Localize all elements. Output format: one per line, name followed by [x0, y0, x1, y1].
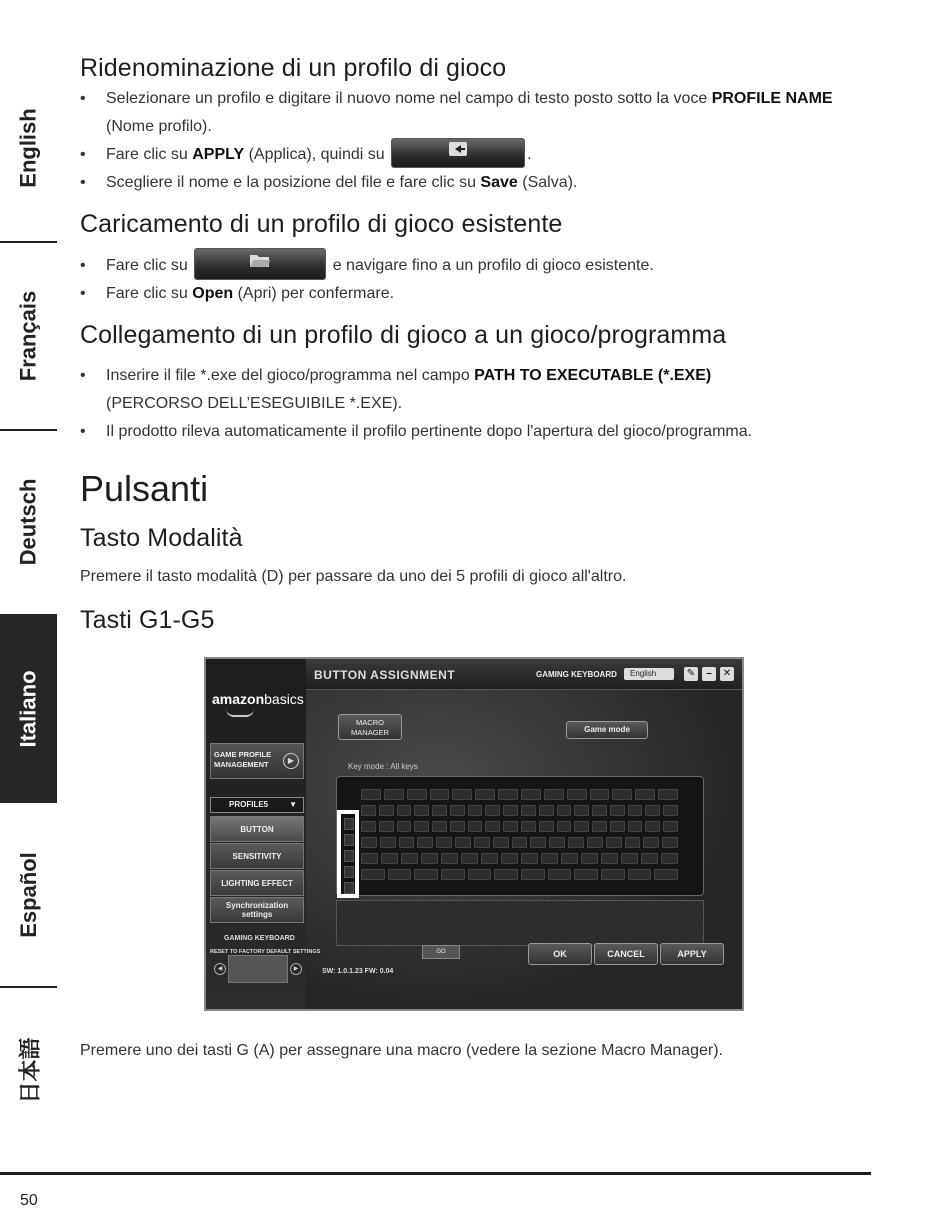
chevron-down-icon: ▼ — [289, 800, 297, 809]
keyboard-key — [503, 805, 518, 816]
text-bold: Open — [192, 285, 234, 302]
keyboard-key — [397, 821, 412, 832]
g-key[interactable] — [344, 818, 354, 830]
bullet: • — [80, 146, 86, 163]
keyboard-key — [610, 821, 625, 832]
text-bold: PROFILE NAME — [711, 90, 833, 107]
keyboard-key — [455, 837, 471, 848]
lang-tab-label: Español — [15, 852, 41, 938]
g-key[interactable] — [344, 834, 354, 846]
keyboard-key — [481, 853, 498, 864]
text: (PERCORSO DELL’ESEGUIBILE *.EXE). — [106, 395, 403, 412]
apply-button[interactable]: APPLY — [660, 943, 724, 965]
text: (Apri) per confermare. — [233, 285, 395, 302]
keyboard-key — [361, 869, 385, 880]
lang-tab-label: Français — [15, 290, 41, 381]
list-item — [80, 362, 880, 418]
keyboard-key — [539, 821, 554, 832]
text: Fare clic su — [106, 146, 193, 163]
close-icon[interactable]: ✕ — [720, 667, 734, 681]
divider — [0, 986, 57, 988]
keyboard-key — [548, 869, 572, 880]
keyboard-key — [521, 789, 541, 800]
text: Inserire il file *.exe del gioco/programma nel campo — [106, 367, 475, 384]
lang-tab-espanol[interactable] — [0, 805, 57, 985]
keyboard-key — [530, 837, 546, 848]
keyboard-key — [549, 837, 565, 848]
lang-tab-label: 日本語 — [17, 1036, 43, 1104]
keyboard-key — [521, 805, 536, 816]
keyboard-key — [610, 805, 625, 816]
keyboard-key — [641, 853, 658, 864]
keyboard-key — [592, 805, 607, 816]
keyboard-key — [568, 837, 584, 848]
lang-tab-label: Italiano — [15, 669, 41, 748]
keyboard-key — [361, 837, 377, 848]
game-mode-button[interactable]: Game mode — [566, 721, 648, 739]
text: Selezionare un profilo e digitare il nuovo nome nel campo di testo posto sotto la voce — [106, 90, 712, 107]
keyboard-key — [557, 805, 572, 816]
text: (Salva). — [517, 174, 578, 191]
keyboard-key — [539, 805, 554, 816]
g-key[interactable] — [344, 850, 354, 862]
lang-tab-deutsch[interactable] — [0, 431, 57, 613]
menu-synchronization-settings[interactable]: Synchronization settings — [210, 897, 304, 923]
keyboard-key — [401, 853, 418, 864]
text: e navigare fino a un profilo di gioco esistente. — [328, 257, 654, 275]
keyboard-key — [379, 805, 394, 816]
wrist-rest — [336, 900, 704, 946]
keyboard-key — [397, 805, 412, 816]
keyboard-key — [452, 789, 472, 800]
keyboard-key — [628, 821, 643, 832]
text-bold: APPLY — [192, 146, 245, 163]
keyboard-image — [336, 776, 704, 896]
keyboard-key — [399, 837, 415, 848]
keyboard-key — [621, 853, 638, 864]
lang-tab-label: English — [15, 107, 41, 188]
keyboard-key — [581, 853, 598, 864]
keyboard-key — [663, 805, 678, 816]
keyboard-keys — [361, 789, 695, 889]
version-label: SW: 1.0.1.23 FW: 0.04 — [322, 968, 394, 975]
keyboard-key — [461, 853, 478, 864]
profile-select[interactable]: PROFILE5 ▼ — [210, 797, 304, 813]
keyboard-key — [361, 821, 376, 832]
keyboard-key — [590, 789, 610, 800]
section-title-g-keys: Tasti G1-G5 — [80, 606, 215, 634]
keyboard-key — [430, 789, 450, 800]
section-title-load: Caricamento di un profilo di gioco esistente — [80, 210, 563, 238]
keyboard-key — [485, 805, 500, 816]
keyboard-key — [379, 821, 394, 832]
minimize-icon[interactable]: – — [702, 667, 716, 681]
keyboard-key — [557, 821, 572, 832]
keyboard-key — [384, 789, 404, 800]
menu-lighting-effect[interactable]: LIGHTING EFFECT — [210, 870, 304, 896]
text: Fare clic su — [106, 257, 193, 275]
keyboard-key — [441, 853, 458, 864]
keyboard-key — [601, 869, 625, 880]
bullet: • — [80, 367, 86, 384]
keyboard-key — [417, 837, 433, 848]
keyboard-key — [361, 789, 381, 800]
game-profile-management-button[interactable]: GAME PROFILE MANAGEMENT ▶ — [210, 743, 304, 779]
arrow-right-icon: ▶ — [283, 753, 299, 769]
keyboard-key — [381, 853, 398, 864]
keyboard-key — [606, 837, 622, 848]
gaming-keyboard-label: GAMING KEYBOARD — [224, 935, 295, 942]
keyboard-key — [612, 789, 632, 800]
keyboard-key — [662, 837, 678, 848]
keyboard-thumbnail — [228, 955, 288, 983]
keyboard-key — [475, 789, 495, 800]
page-number: 50 — [20, 1192, 38, 1209]
keyboard-key — [421, 853, 438, 864]
keyboard-key — [512, 837, 528, 848]
keyboard-key — [494, 869, 518, 880]
text-bold: PATH TO EXECUTABLE (*.EXE) — [474, 367, 712, 384]
software-screenshot — [204, 657, 744, 1011]
menu-button[interactable]: BUTTON — [210, 816, 304, 842]
lang-tab-japanese[interactable] — [0, 1000, 57, 1140]
save-profile-button[interactable] — [391, 138, 525, 168]
keyboard-key — [501, 853, 518, 864]
keyboard-key — [574, 805, 589, 816]
keyboard-key — [628, 805, 643, 816]
keyboard-key — [544, 789, 564, 800]
g-key[interactable] — [344, 882, 354, 894]
keyboard-key — [587, 837, 603, 848]
keyboard-key — [645, 805, 660, 816]
key-mode-label: Key mode : All keys — [348, 762, 418, 771]
keyboard-key — [432, 805, 447, 816]
go-button[interactable]: GO — [422, 945, 460, 959]
keyboard-key — [414, 869, 438, 880]
text: Il prodotto rileva automaticamente il profilo pertinente dopo l'apertura del gioco/programma. — [106, 423, 753, 440]
lang-tab-english[interactable] — [0, 55, 57, 240]
keyboard-key — [468, 821, 483, 832]
folder-icon — [249, 250, 271, 278]
keyboard-key — [645, 821, 660, 832]
keyboard-key — [561, 853, 578, 864]
g-keys-highlight — [337, 810, 359, 898]
keyboard-key — [521, 853, 538, 864]
keyboard-key — [574, 869, 598, 880]
keyboard-key — [521, 869, 545, 880]
window-title: BUTTON ASSIGNMENT — [314, 668, 456, 682]
keyboard-key — [493, 837, 509, 848]
list-item — [80, 280, 880, 308]
sidebar — [206, 659, 306, 1009]
bullet: • — [80, 257, 86, 274]
mode-key-text: Premere il tasto modalità (D) per passare da uno dei 5 profili di gioco all'altro. — [80, 568, 627, 585]
lang-tab-francais[interactable] — [0, 243, 57, 428]
cancel-button[interactable]: CANCEL — [594, 943, 658, 965]
bullet: • — [80, 174, 86, 191]
keyboard-key — [485, 821, 500, 832]
keyboard-key — [574, 821, 589, 832]
keyboard-key — [380, 837, 396, 848]
bullet: • — [80, 285, 86, 302]
keyboard-key — [521, 821, 536, 832]
next-arrow-icon[interactable]: ▶ — [290, 963, 302, 975]
prev-arrow-icon[interactable]: ◀ — [214, 963, 226, 975]
keyboard-key — [361, 805, 376, 816]
footer-rule — [0, 1172, 871, 1175]
keyboard-key — [450, 805, 465, 816]
text: (Applica), quindi su — [244, 146, 390, 163]
keyboard-key — [541, 853, 558, 864]
device-label: GAMING KEYBOARD — [536, 670, 617, 679]
lang-tab-label: Deutsch — [15, 478, 41, 566]
keyboard-key — [661, 853, 678, 864]
keyboard-key — [658, 789, 678, 800]
list-item — [80, 85, 880, 141]
language-select[interactable]: English — [624, 668, 674, 680]
macro-manager-button[interactable]: MACRO MANAGER — [338, 714, 402, 740]
amazonbasics-logo: amazonbasics — [212, 691, 304, 707]
page-title: Pulsanti — [80, 468, 209, 509]
save-arrow-icon — [448, 139, 468, 167]
list-item — [80, 141, 880, 169]
list-item — [80, 418, 880, 446]
keyboard-key — [643, 837, 659, 848]
keyboard-key — [407, 789, 427, 800]
keyboard-key — [592, 821, 607, 832]
settings-icon[interactable]: ✎ — [684, 667, 698, 681]
keyboard-key — [625, 837, 641, 848]
keyboard-key — [635, 789, 655, 800]
g-key[interactable] — [344, 866, 354, 878]
keyboard-key — [654, 869, 678, 880]
keyboard-key — [414, 821, 429, 832]
ok-button[interactable]: OK — [528, 943, 592, 965]
list-item — [80, 169, 880, 197]
keyboard-key — [601, 853, 618, 864]
keyboard-key — [567, 789, 587, 800]
keyboard-key — [414, 805, 429, 816]
keyboard-key — [361, 853, 378, 864]
text: Scegliere il nome e la posizione del file e fare clic su — [106, 174, 481, 191]
section-title-rename: Ridenominazione di un profilo di gioco — [80, 54, 507, 82]
keyboard-key — [468, 805, 483, 816]
keyboard-key — [432, 821, 447, 832]
section-title-mode-key: Tasto Modalità — [80, 524, 243, 552]
keyboard-key — [436, 837, 452, 848]
lang-tab-italiano[interactable] — [0, 614, 57, 803]
text: (Nome profilo). — [106, 118, 212, 135]
list-item — [80, 252, 880, 280]
open-profile-button[interactable] — [194, 248, 326, 280]
bullet: • — [80, 90, 86, 107]
keyboard-key — [503, 821, 518, 832]
keyboard-key — [468, 869, 492, 880]
bullet: • — [80, 423, 86, 440]
keyboard-key — [474, 837, 490, 848]
g-keys-text: Premere uno dei tasti G (A) per assegnare una macro (vedere la sezione Macro Manager). — [80, 1042, 723, 1059]
keyboard-key — [441, 869, 465, 880]
section-title-link: Collegamento di un profilo di gioco a un gioco/programma — [80, 321, 727, 349]
reset-label: RESET TO FACTORY DEFAULT SETTINGS — [210, 949, 321, 955]
keyboard-key — [450, 821, 465, 832]
keyboard-key — [628, 869, 652, 880]
title-bar — [306, 659, 742, 690]
keyboard-key — [663, 821, 678, 832]
keyboard-key — [388, 869, 412, 880]
text: . — [527, 146, 532, 163]
text: Fare clic su — [106, 285, 193, 302]
text-bold: Save — [480, 174, 518, 191]
keyboard-key — [498, 789, 518, 800]
menu-sensitivity[interactable]: SENSITIVITY — [210, 843, 304, 869]
